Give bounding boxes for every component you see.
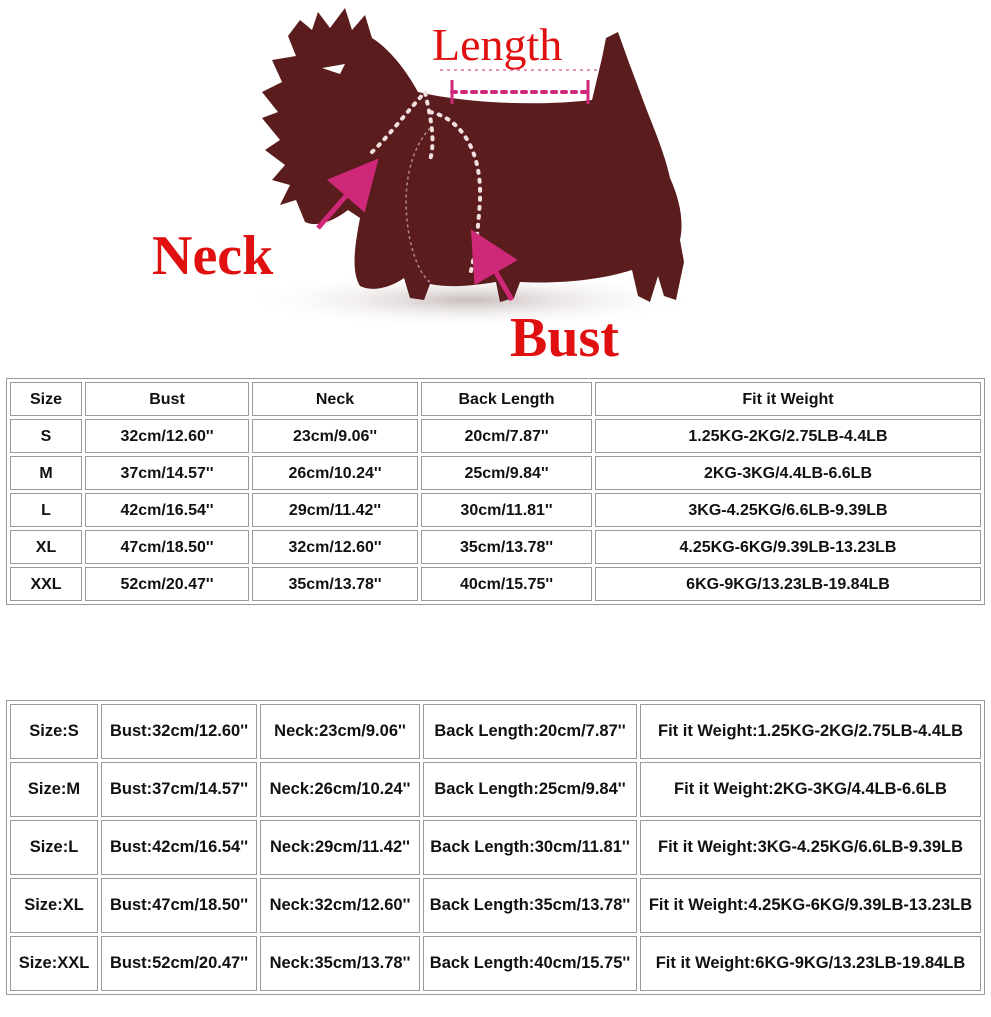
- back-length-cell: Back Length:35cm/13.78'': [423, 878, 637, 933]
- table-header-row: [10, 382, 981, 416]
- table-row: [10, 456, 981, 490]
- table-row: [10, 820, 981, 875]
- bust-cell: Bust:47cm/18.50'': [101, 878, 257, 933]
- header-cell: Size: [10, 382, 82, 416]
- size-cell: Size:XXL: [10, 936, 98, 991]
- neck-cell: 35cm/13.78'': [252, 567, 418, 601]
- size-cell: XL: [10, 530, 82, 564]
- size-cell: Size:M: [10, 762, 98, 817]
- dog-measurement-diagram: [0, 0, 991, 370]
- neck-cell: Neck:29cm/11.42'': [260, 820, 420, 875]
- back-length-cell: Back Length:40cm/15.75'': [423, 936, 637, 991]
- table-row: [10, 936, 981, 991]
- back-length-cell: Back Length:20cm/7.87'': [423, 704, 637, 759]
- weight-cell: 4.25KG-6KG/9.39LB-13.23LB: [595, 530, 981, 564]
- back-length-cell: 20cm/7.87'': [421, 419, 592, 453]
- weight-cell: 1.25KG-2KG/2.75LB-4.4LB: [595, 419, 981, 453]
- table-row: [10, 493, 981, 527]
- neck-cell: 29cm/11.42'': [252, 493, 418, 527]
- neck-cell: Neck:23cm/9.06'': [260, 704, 420, 759]
- header-cell: Bust: [85, 382, 249, 416]
- back-length-cell: 30cm/11.81'': [421, 493, 592, 527]
- bust-cell: 47cm/18.50'': [85, 530, 249, 564]
- length-label: Length: [432, 19, 563, 70]
- table-row: [10, 530, 981, 564]
- size-cell: Size:XL: [10, 878, 98, 933]
- back-length-cell: 25cm/9.84'': [421, 456, 592, 490]
- neck-cell: Neck:26cm/10.24'': [260, 762, 420, 817]
- table-row: [10, 878, 981, 933]
- table-row: [10, 419, 981, 453]
- bust-cell: 32cm/12.60'': [85, 419, 249, 453]
- bust-cell: Bust:42cm/16.54'': [101, 820, 257, 875]
- back-length-cell: Back Length:25cm/9.84'': [423, 762, 637, 817]
- size-cell: M: [10, 456, 82, 490]
- size-chart-table: [6, 378, 985, 605]
- table-row: [10, 567, 981, 601]
- bust-cell: 52cm/20.47'': [85, 567, 249, 601]
- neck-cell: 26cm/10.24'': [252, 456, 418, 490]
- neck-cell: Neck:32cm/12.60'': [260, 878, 420, 933]
- back-length-cell: Back Length:30cm/11.81'': [423, 820, 637, 875]
- size-cell: XXL: [10, 567, 82, 601]
- size-cell: Size:L: [10, 820, 98, 875]
- header-cell: Back Length: [421, 382, 592, 416]
- bust-cell: Bust:37cm/14.57'': [101, 762, 257, 817]
- header-cell: Neck: [252, 382, 418, 416]
- weight-cell: 2KG-3KG/4.4LB-6.6LB: [595, 456, 981, 490]
- size-cell: Size:S: [10, 704, 98, 759]
- weight-cell: Fit it Weight:1.25KG-2KG/2.75LB-4.4LB: [640, 704, 981, 759]
- size-detail-table: [6, 700, 985, 995]
- weight-cell: 3KG-4.25KG/6.6LB-9.39LB: [595, 493, 981, 527]
- neck-cell: 23cm/9.06'': [252, 419, 418, 453]
- bust-cell: 37cm/14.57'': [85, 456, 249, 490]
- bust-cell: Bust:32cm/12.60'': [101, 704, 257, 759]
- size-cell: S: [10, 419, 82, 453]
- size-cell: L: [10, 493, 82, 527]
- neck-cell: Neck:35cm/13.78'': [260, 936, 420, 991]
- weight-cell: Fit it Weight:6KG-9KG/13.23LB-19.84LB: [640, 936, 981, 991]
- neck-cell: 32cm/12.60'': [252, 530, 418, 564]
- weight-cell: Fit it Weight:2KG-3KG/4.4LB-6.6LB: [640, 762, 981, 817]
- table-row: [10, 762, 981, 817]
- weight-cell: 6KG-9KG/13.23LB-19.84LB: [595, 567, 981, 601]
- back-length-cell: 40cm/15.75'': [421, 567, 592, 601]
- bust-cell: 42cm/16.54'': [85, 493, 249, 527]
- table-row: [10, 704, 981, 759]
- weight-cell: Fit it Weight:3KG-4.25KG/6.6LB-9.39LB: [640, 820, 981, 875]
- neck-label: Neck: [152, 225, 274, 287]
- back-length-cell: 35cm/13.78'': [421, 530, 592, 564]
- weight-cell: Fit it Weight:4.25KG-6KG/9.39LB-13.23LB: [640, 878, 981, 933]
- bust-cell: Bust:52cm/20.47'': [101, 936, 257, 991]
- header-cell: Fit it Weight: [595, 382, 981, 416]
- bust-label: Bust: [510, 307, 619, 369]
